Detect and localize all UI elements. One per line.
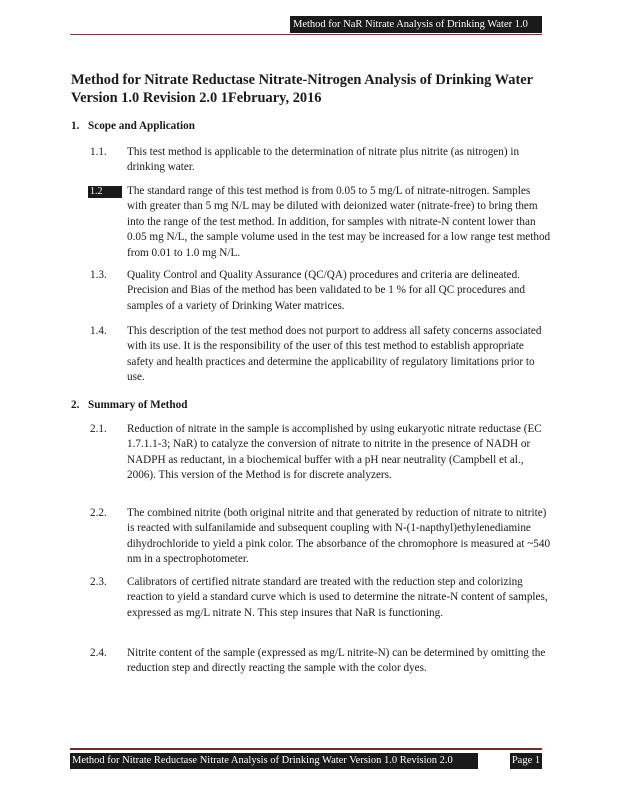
item-text: The combined nitrite (both original nitrite and that generated by reduction of nitrate to nitrite) is reacted with sulfanilamide and subsequent coupling with N-(1-napthyl)ethylenediamine dihydrochloride to yield a pink color. The absorbance of the chromophore is measured at ~540 nm in a spectrophotometer. (127, 507, 551, 566)
section-heading-summary (71, 398, 187, 412)
page-number: Page 1 (510, 753, 542, 769)
item-number: 1.3. (90, 269, 107, 281)
item-number: 2.3. (90, 576, 107, 588)
item-number-highlighted: 1.2 (88, 186, 122, 198)
item-text: The standard range of this test method is from 0.05 to 5 mg/L of nitrate-nitrogen. Samples with greater than 5 mg N/L may be diluted with deionized water (nitrate-free) to bring them into the range of the test method. In addition, for samples with nitrate-N content lower than 0.05 mg N/L, the sample volume used in the test may be increased for a low range test method from 0.01 to 1.0 mg N/L. (127, 185, 551, 259)
title-line-1: Method for Nitrate Reductase Nitrate-Nitrogen Analysis of Drinking Water (71, 72, 534, 88)
item-text: This description of the test method does not purport to address all safety concerns associated with its use. It is the responsibility of the user of this test method to establish appropriate safety and health practices and determine the applicability of regulatory limitations prior to use. (127, 325, 542, 384)
section-heading-scope (71, 119, 195, 133)
section-number: 1. (71, 120, 80, 132)
item-text: Calibrators of certified nitrate standard are treated with the reduction step and colorizing reaction to yield a standard curve which is used to determine the nitrate-N content of samples, expressed as mg/L nitrate N. This step insures that NaR is functioning. (127, 576, 548, 619)
item-number: 2.2. (90, 507, 107, 519)
title-line-2: Version 1.0 Revision 2.0 1February, 2016 (71, 90, 322, 106)
document-title (71, 71, 551, 107)
item-text: Quality Control and Quality Assurance (QC/QA) procedures and criteria are delineated. Precision and Bias of the method has been validated to be 1 % for all QC procedures and samples of a variety of Drinking Water matrices. (127, 269, 525, 312)
item-number: 2.1. (90, 423, 107, 435)
running-header: Method for NaR Nitrate Analysis of Drinking Water 1.0 (290, 16, 542, 33)
item-number: 2.4. (90, 647, 107, 659)
section-title: Summary of Method (88, 399, 188, 411)
item-text: This test method is applicable to the determination of nitrate plus nitrite (as nitrogen) in drinking water. (127, 146, 520, 174)
running-footer: Method for Nitrate Reductase Nitrate Analysis of Drinking Water Version 1.0 Revision 2.0 (70, 753, 478, 769)
item-text: Nitrite content of the sample (expressed as mg/L nitrite-N) can be determined by omitting the reduction step and directly reacting the sample with the color dyes. (127, 647, 546, 675)
section-title: Scope and Application (88, 120, 195, 132)
item-number: 1.4. (90, 325, 107, 337)
item-number: 1.1. (90, 146, 107, 158)
header-divider (70, 34, 542, 35)
item-text: Reduction of nitrate in the sample is accomplished by using eukaryotic nitrate reductase (EC 1.7.1.1-3; NaR) to catalyze the conversion of nitrate to nitrite in the presence of NADH or NADPH as reductant, in a biochemical buffer with a pH near neutrality (Campbell et al., 2006). This version of the Method is for discrete analyzers. (127, 423, 542, 482)
section-number: 2. (71, 399, 80, 411)
footer-divider (70, 748, 542, 750)
